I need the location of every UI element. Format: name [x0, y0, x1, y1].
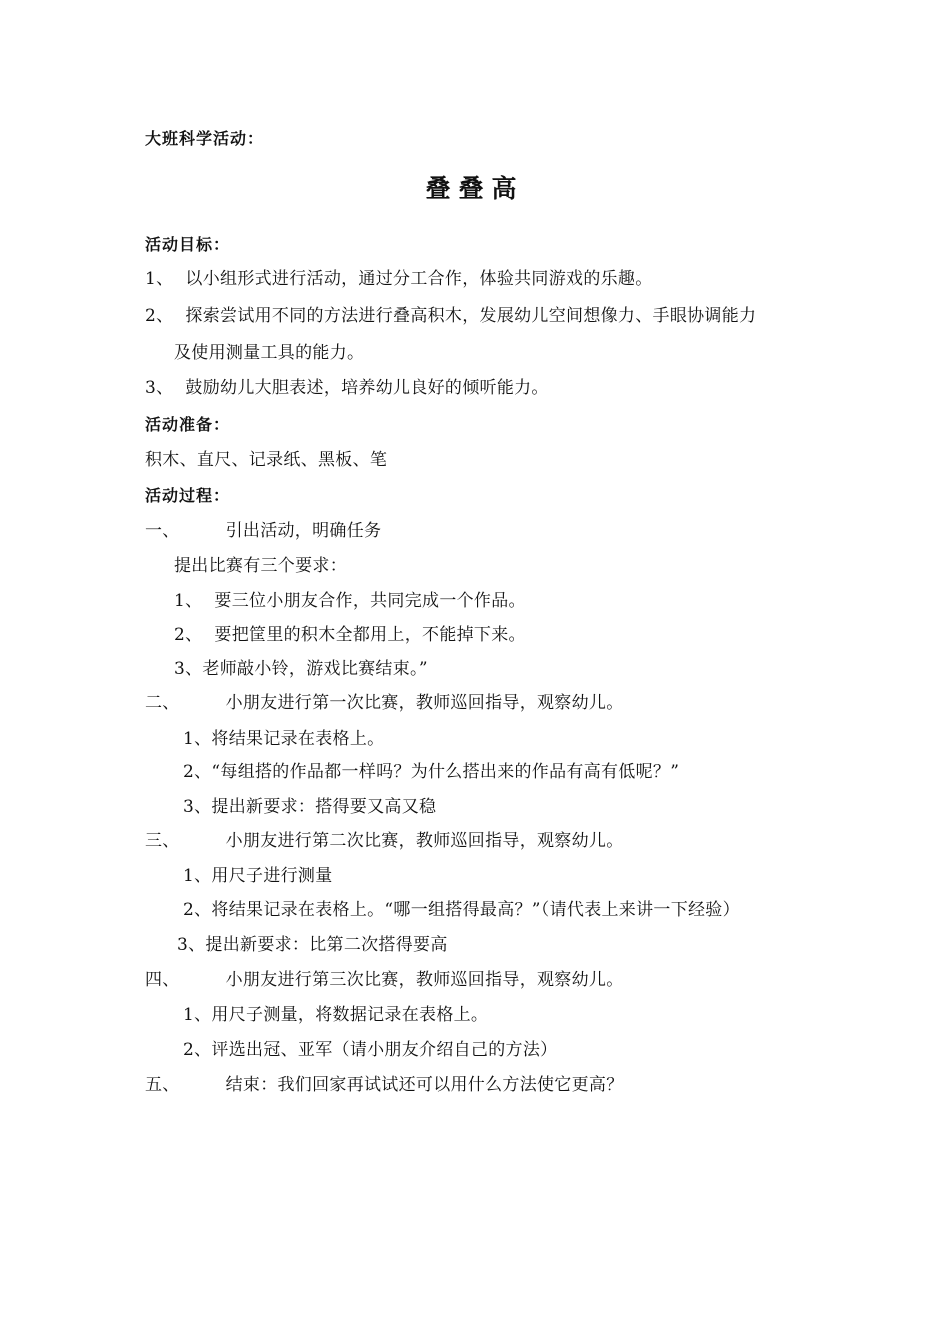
prep-text: 积木、直尺、记录纸、黑板、笔: [145, 450, 388, 470]
sub-item: 3、提出新要求：搭得要又高又稳: [183, 797, 437, 817]
category-heading: 大班科学活动：: [145, 129, 265, 148]
goal-text: 以小组形式进行活动，通过分工合作，体验共同游戏的乐趣。: [185, 269, 653, 289]
goal-continuation: 及使用测量工具的能力。: [174, 343, 365, 363]
step-number: 二、: [145, 693, 180, 713]
step-number: 四、: [145, 970, 180, 990]
sub-item: [174, 624, 526, 646]
step-text: 小朋友进行第二次比赛，教师巡回指导，观察幼儿。: [225, 831, 624, 851]
step-number: 五、: [145, 1075, 180, 1095]
step-item: [145, 520, 381, 542]
page-title: 叠叠高: [425, 174, 525, 203]
sub-item: 1、用尺子进行测量: [183, 866, 333, 886]
sub-item: [174, 590, 526, 612]
goal-number: 3、: [145, 378, 174, 398]
sub-item: 3、提出新要求：比第二次搭得要高: [177, 935, 448, 955]
process-heading: 活动过程：: [145, 486, 231, 505]
goals-heading: 活动目标：: [145, 235, 231, 254]
step-item: [145, 692, 624, 714]
goal-item: [145, 268, 653, 290]
sub-item: 2、将结果记录在表格上。“哪一组搭得最高？”（请代表上来讲一下经验）: [183, 900, 740, 920]
step-text: 引出活动，明确任务: [225, 521, 382, 541]
sub-number: 2、: [174, 625, 203, 645]
step-text: 结束：我们回家再试试还可以用什么方法使它更高？: [225, 1075, 624, 1095]
goal-text: 探索尝试用不同的方法进行叠高积木，发展幼儿空间想像力、手眼协调能力: [185, 306, 757, 326]
goal-text: 鼓励幼儿大胆表述，培养幼儿良好的倾听能力。: [185, 378, 549, 398]
step-number: 三、: [145, 831, 180, 851]
step-number: 一、: [145, 521, 180, 541]
sub-text: 要把筐里的积木全都用上，不能掉下来。: [214, 625, 526, 645]
sub-number: 1、: [174, 591, 203, 611]
step-text: 小朋友进行第一次比赛，教师巡回指导，观察幼儿。: [225, 693, 624, 713]
prep-heading: 活动准备：: [145, 415, 231, 434]
sub-item: 3、老师敲小铃，游戏比赛结束。”: [174, 659, 428, 679]
goal-item: [145, 305, 756, 327]
step-item: [145, 1074, 624, 1096]
goal-number: 1、: [145, 269, 174, 289]
sub-item: 2、“每组搭的作品都一样吗？为什么搭出来的作品有高有低呢？”: [183, 762, 680, 782]
step-item: [145, 969, 624, 991]
step-item: [145, 830, 624, 852]
step-intro: 提出比赛有三个要求：: [174, 556, 347, 576]
sub-text: 要三位小朋友合作，共同完成一个作品。: [214, 591, 526, 611]
sub-item: 1、用尺子测量，将数据记录在表格上。: [183, 1005, 489, 1025]
step-text: 小朋友进行第三次比赛，教师巡回指导，观察幼儿。: [225, 970, 624, 990]
sub-item: 2、评选出冠、亚军（请小朋友介绍自己的方法）: [183, 1040, 558, 1060]
goal-number: 2、: [145, 306, 174, 326]
sub-item: 1、将结果记录在表格上。: [183, 729, 385, 749]
goal-item: [145, 377, 549, 399]
